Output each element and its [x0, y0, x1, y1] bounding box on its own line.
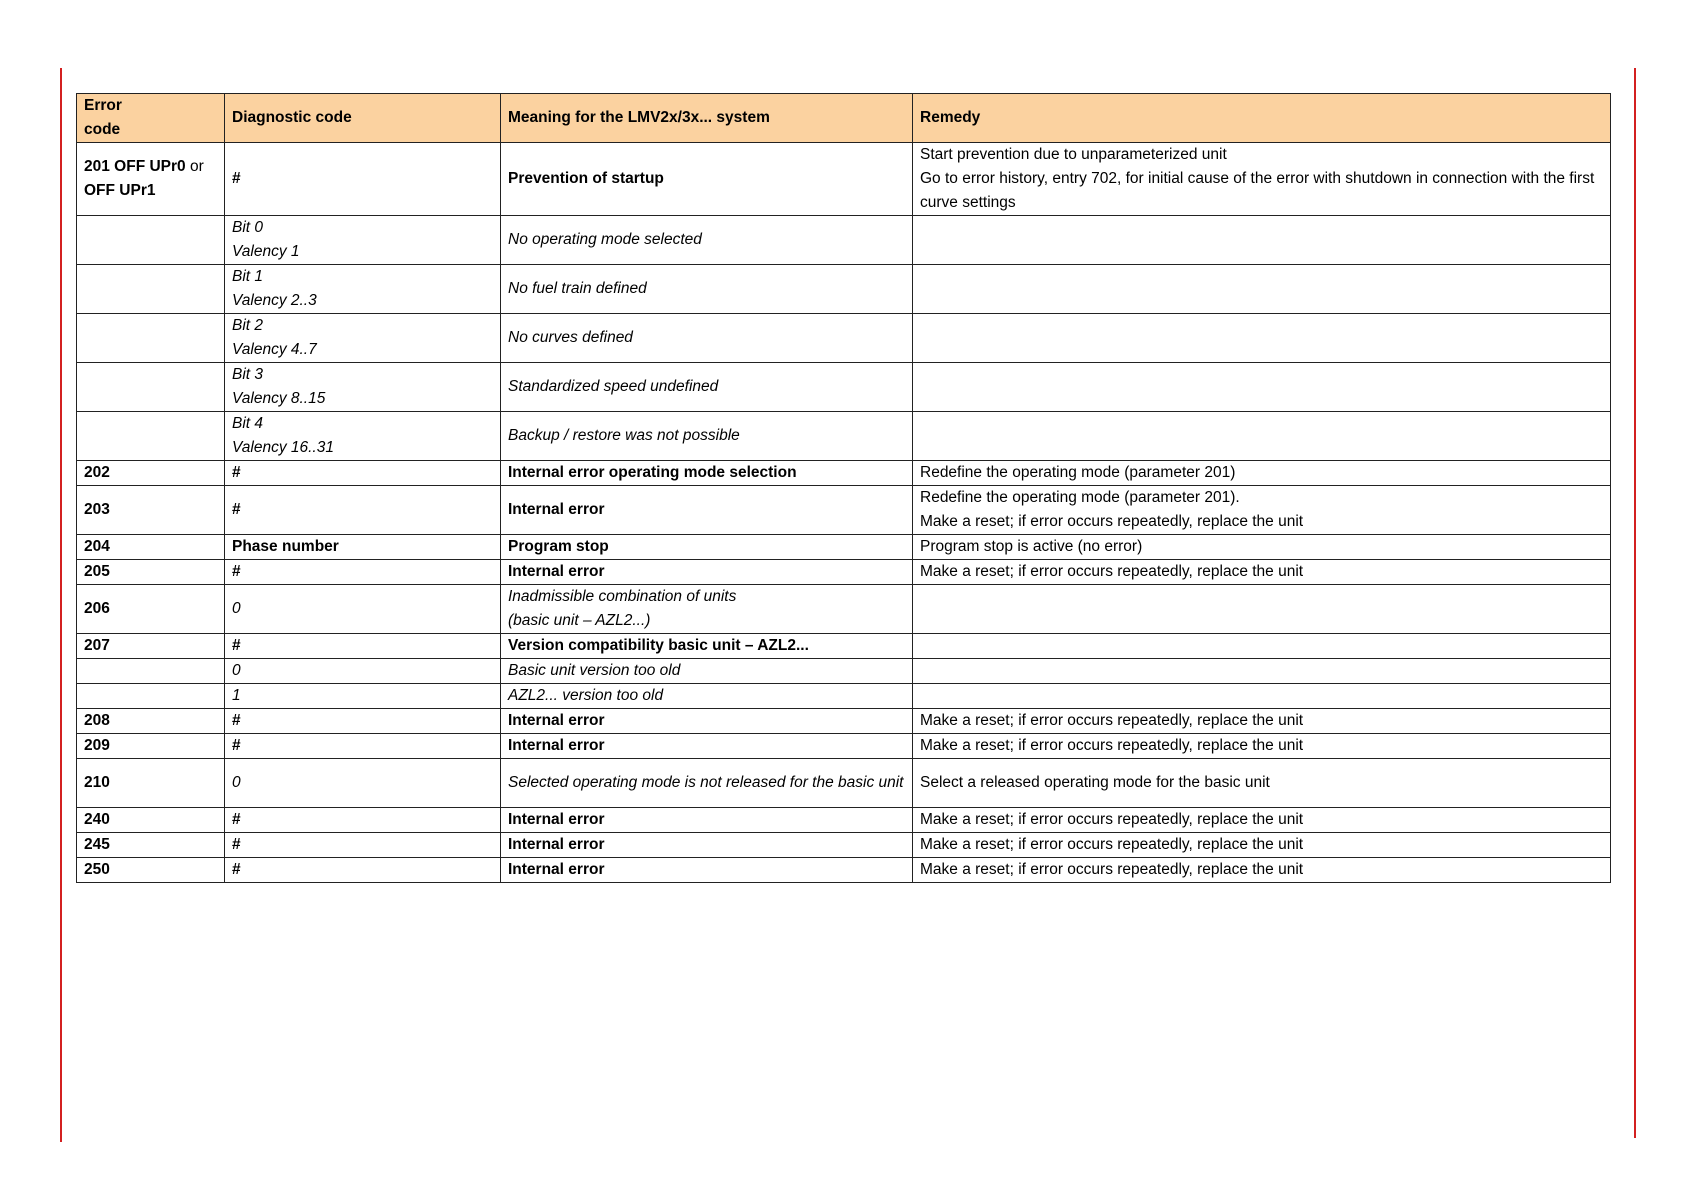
- diagnostic-code-cell: Bit 2 Valency 4..7: [225, 314, 501, 363]
- diagnostic-code-cell: Bit 4 Valency 16..31: [225, 412, 501, 461]
- remedy-line: Make a reset; if error occurs repeatedly, replace the unit: [920, 513, 1304, 530]
- error-code-cell: [77, 363, 225, 412]
- table-row: [77, 412, 1611, 461]
- error-code-cell: 206: [77, 585, 225, 634]
- remedy-cell: [913, 265, 1611, 314]
- error-code-cell: 207: [77, 634, 225, 659]
- meaning-cell: Internal error: [501, 858, 913, 883]
- error-code-cell: 208: [77, 709, 225, 734]
- header-meaning: Meaning for the LMV2x/3x... system: [501, 94, 913, 143]
- table-row: [77, 265, 1611, 314]
- remedy-cell: Make a reset; if error occurs repeatedly, replace the unit: [913, 808, 1611, 833]
- remedy-line: Start prevention due to unparameterized unit: [920, 146, 1227, 163]
- table-row: [77, 314, 1611, 363]
- remedy-line: Redefine the operating mode (parameter 201).: [920, 489, 1240, 506]
- error-code-cell: 205: [77, 560, 225, 585]
- error-code: 201 OFF UPr0: [84, 158, 186, 175]
- error-code-cell: 250: [77, 858, 225, 883]
- table-row: [77, 585, 1611, 634]
- table-row: [77, 216, 1611, 265]
- meaning-cell: No fuel train defined: [501, 265, 913, 314]
- error-code-cell: 240: [77, 808, 225, 833]
- table-row: [77, 734, 1611, 759]
- table-row: [77, 759, 1611, 808]
- table-row: [77, 486, 1611, 535]
- table-row: [77, 560, 1611, 585]
- diagnostic-code-cell: Bit 0 Valency 1: [225, 216, 501, 265]
- diagnostic-code-cell: Phase number: [225, 535, 501, 560]
- remedy-cell: Make a reset; if error occurs repeatedly, replace the unit: [913, 734, 1611, 759]
- meaning-cell: AZL2... version too old: [501, 684, 913, 709]
- error-code-cell: 202: [77, 461, 225, 486]
- diagnostic-code-cell: #: [225, 143, 501, 216]
- diagnostic-code-cell: Bit 1 Valency 2..3: [225, 265, 501, 314]
- table-row: [77, 143, 1611, 216]
- remedy-cell: [913, 585, 1611, 634]
- remedy-cell: Select a released operating mode for the basic unit: [913, 759, 1611, 808]
- remedy-cell: Make a reset; if error occurs repeatedly, replace the unit: [913, 709, 1611, 734]
- error-code-cell: [77, 216, 225, 265]
- table-row: [77, 808, 1611, 833]
- remedy-line: Go to error history, entry 702, for initial cause of the error with shutdown in connection with the first curve settings: [920, 170, 1595, 211]
- error-code-cell: [77, 265, 225, 314]
- diagnostic-code-cell: Bit 3 Valency 8..15: [225, 363, 501, 412]
- error-code-cell: [77, 314, 225, 363]
- meaning-line: (basic unit – AZL2...): [508, 612, 651, 629]
- meaning-cell: Program stop: [501, 535, 913, 560]
- left-margin-line: [60, 68, 62, 1142]
- meaning-cell: Selected operating mode is not released for the basic unit: [501, 759, 913, 808]
- table-row: [77, 461, 1611, 486]
- meaning-cell: Internal error: [501, 734, 913, 759]
- meaning-cell: Prevention of startup: [501, 143, 913, 216]
- remedy-cell: Program stop is active (no error): [913, 535, 1611, 560]
- diagnostic-code-cell: 1: [225, 684, 501, 709]
- table-header-row: [77, 94, 1611, 143]
- remedy-cell: [913, 634, 1611, 659]
- meaning-cell: Internal error operating mode selection: [501, 461, 913, 486]
- diagnostic-code-cell: #: [225, 833, 501, 858]
- meaning-cell: No curves defined: [501, 314, 913, 363]
- table-row: [77, 659, 1611, 684]
- table-row: [77, 833, 1611, 858]
- diagnostic-code-cell: #: [225, 709, 501, 734]
- diagnostic-code-cell: #: [225, 461, 501, 486]
- remedy-cell: [913, 314, 1611, 363]
- remedy-cell: Redefine the operating mode (parameter 201): [913, 461, 1611, 486]
- right-margin-line: [1634, 68, 1636, 1138]
- error-code-cell: [77, 659, 225, 684]
- diagnostic-code-cell: #: [225, 734, 501, 759]
- remedy-cell: Make a reset; if error occurs repeatedly, replace the unit: [913, 560, 1611, 585]
- error-code-alt: OFF UPr1: [84, 182, 156, 199]
- diagnostic-code-cell: #: [225, 560, 501, 585]
- error-code-cell: 209: [77, 734, 225, 759]
- meaning-cell: Internal error: [501, 486, 913, 535]
- error-code-cell: 245: [77, 833, 225, 858]
- meaning-cell: [501, 585, 913, 634]
- meaning-cell: Internal error: [501, 833, 913, 858]
- header-diagnostic-code: Diagnostic code: [225, 94, 501, 143]
- error-code-cell: 210: [77, 759, 225, 808]
- remedy-cell: [913, 363, 1611, 412]
- error-code-cell: [77, 412, 225, 461]
- table-row: [77, 363, 1611, 412]
- remedy-cell: [913, 659, 1611, 684]
- error-code-table: [76, 93, 1611, 883]
- remedy-cell: [913, 143, 1611, 216]
- remedy-cell: [913, 684, 1611, 709]
- header-error-code: Error code: [77, 94, 225, 143]
- remedy-cell: [913, 412, 1611, 461]
- meaning-cell: No operating mode selected: [501, 216, 913, 265]
- meaning-cell: Internal error: [501, 560, 913, 585]
- meaning-cell: Version compatibility basic unit – AZL2...: [501, 634, 913, 659]
- meaning-cell: Backup / restore was not possible: [501, 412, 913, 461]
- error-code-cell: 204: [77, 535, 225, 560]
- remedy-cell: [913, 216, 1611, 265]
- diagnostic-code-cell: #: [225, 808, 501, 833]
- meaning-cell: Internal error: [501, 808, 913, 833]
- remedy-cell: [913, 486, 1611, 535]
- table-row: [77, 634, 1611, 659]
- diagnostic-code-cell: #: [225, 858, 501, 883]
- diagnostic-code-cell: #: [225, 486, 501, 535]
- diagnostic-code-cell: 0: [225, 585, 501, 634]
- remedy-cell: Make a reset; if error occurs repeatedly, replace the unit: [913, 858, 1611, 883]
- error-code-cell: [77, 143, 225, 216]
- error-code-cell: 203: [77, 486, 225, 535]
- error-code-cell: [77, 684, 225, 709]
- diagnostic-code-cell: #: [225, 634, 501, 659]
- meaning-line: Inadmissible combination of units: [508, 588, 737, 605]
- table-row: [77, 858, 1611, 883]
- table-row: [77, 709, 1611, 734]
- meaning-cell: Internal error: [501, 709, 913, 734]
- meaning-cell: Basic unit version too old: [501, 659, 913, 684]
- error-code-connector: or: [185, 158, 204, 175]
- diagnostic-code-cell: 0: [225, 659, 501, 684]
- table-row: [77, 684, 1611, 709]
- meaning-cell: Standardized speed undefined: [501, 363, 913, 412]
- table-row: [77, 535, 1611, 560]
- remedy-cell: Make a reset; if error occurs repeatedly, replace the unit: [913, 833, 1611, 858]
- header-remedy: Remedy: [913, 94, 1611, 143]
- diagnostic-code-cell: 0: [225, 759, 501, 808]
